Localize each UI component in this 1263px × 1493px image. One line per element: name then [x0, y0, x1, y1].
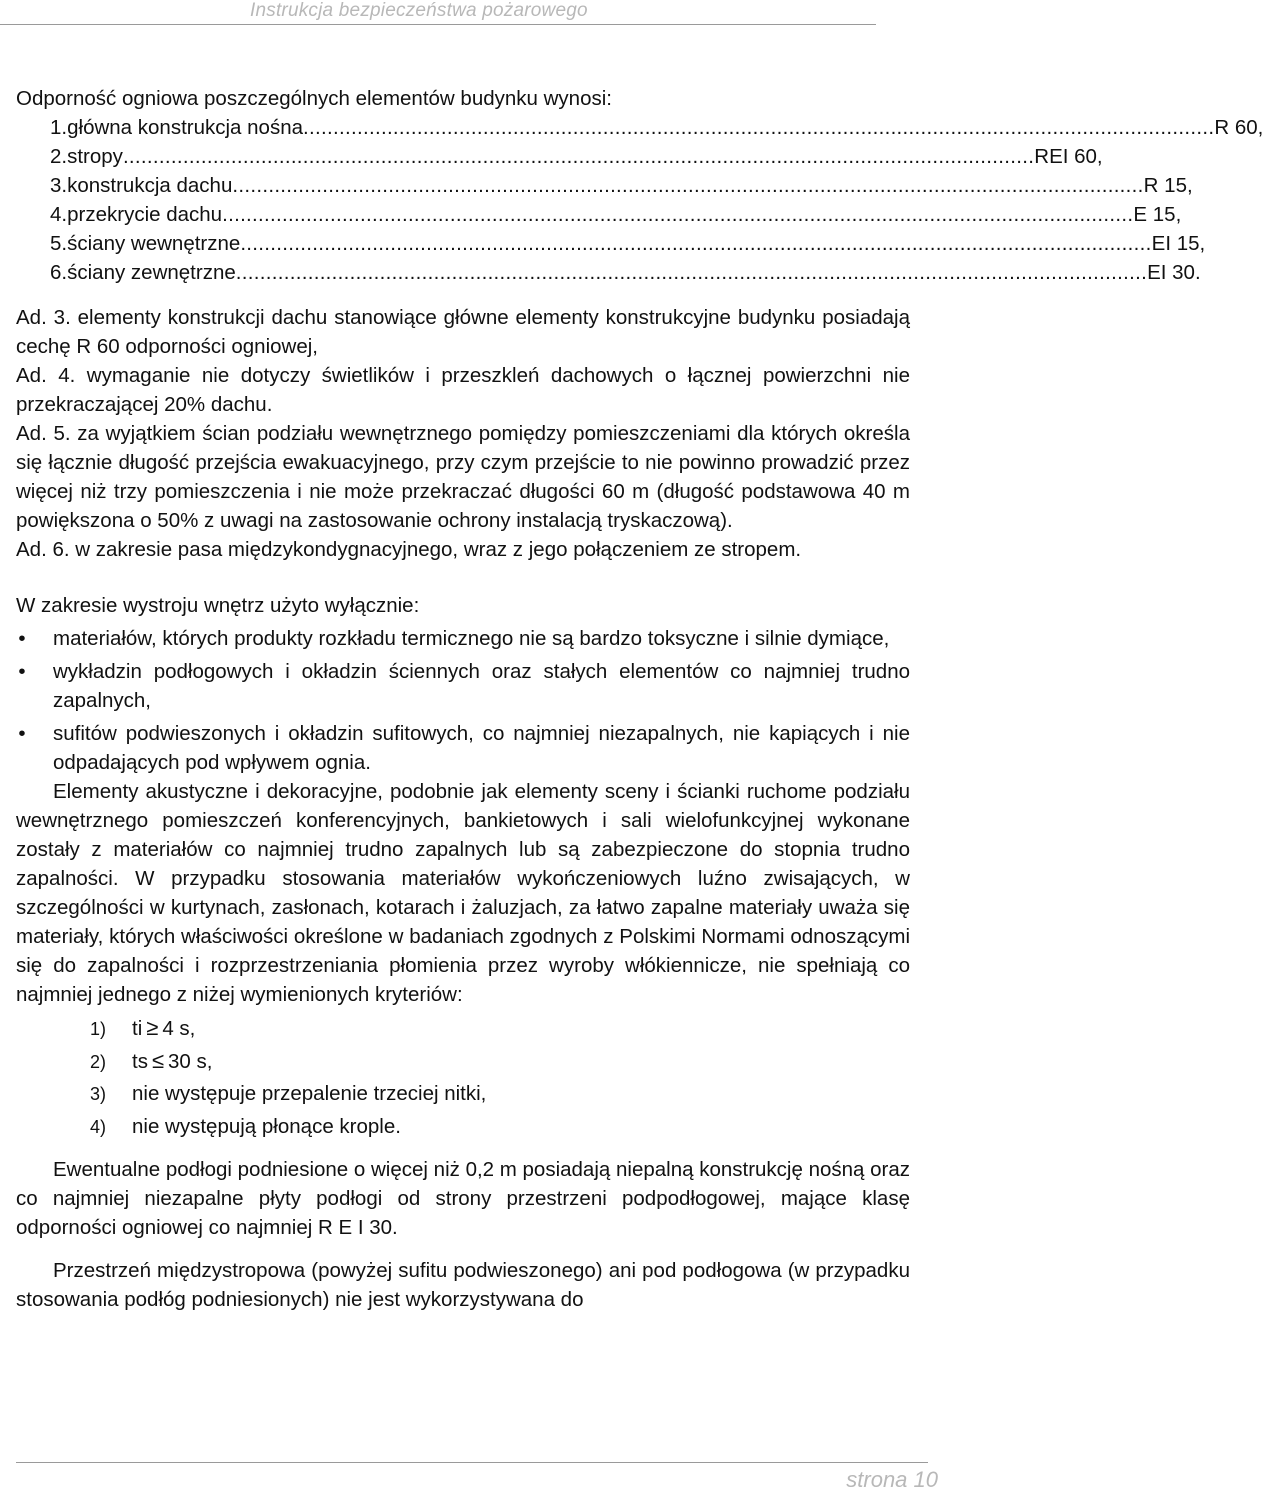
criterion-item: 1) ti ≥ 4 s, — [90, 1015, 196, 1040]
criteria-list — [16, 1013, 910, 1141]
document-body — [16, 84, 1263, 1314]
acoustic-paragraph: Elementy akustyczne i dekoracyjne, podobnie jak elementy sceny i ścianki ruchome podziału wewnętrznego pomieszczeń konferencyjnych, bankietowych i sali wielofunkcyjnej wykonane zostały z materiałów co najmniej trudno zapalnych lub są zabezpieczone do stopnia trudno zapalności. W przypadku stosowania materiałów wykończeniowych luźno zwisających, w szczególności w kurtynach, zasłonach, kotarach i żaluzjach, za łatwo zapalne materiały uważa się materiały, których właściwości określone w badaniach zgodnych z Polskimi Normami odnoszącymi się do zapalności i rozprzestrzeniania płomienia przez wyroby włókiennicze, nie spełniają co najmniej jednego z niżej wymienionych kryteriów: — [16, 780, 910, 1006]
note-ad6: Ad. 6. w zakresie pasa międzykondygnacyjnego, wraz z jego połączeniem ze stropem. — [16, 538, 802, 561]
list-item: • wykładzin podłogowych i okładzin ściennych oraz stałych elementów co najmniej trudno zapalnych, — [16, 657, 910, 715]
bullet-icon: • — [18, 660, 26, 683]
interior-intro: W zakresie wystroju wnętrz użyto wyłącznie: — [16, 594, 420, 617]
page-header — [0, 0, 876, 25]
footer-divider — [16, 1462, 928, 1463]
criterion-item: 4) nie występują płonące krople. — [90, 1115, 401, 1138]
note-ad3: Ad. 3. elementy konstrukcji dachu stanowiące główne elementy konstrukcyjne budynku posiadają cechę R 60 odporności ogniowej, — [16, 306, 910, 358]
resistance-list — [16, 113, 1263, 287]
resistance-item: 4. przekrycie dachu ........................................................................................................................................................ E 15, — [50, 203, 1182, 226]
resistance-item: 6. ściany zewnętrzne ........................................................................................................................................................ EI 30. — [50, 261, 1201, 284]
interfloor-paragraph: Przestrzeń międzystropowa (powyżej sufitu podwieszonego) ani pod podłogowa (w przypadku stosowania podłóg podniesionych) nie jest wykorzystywana do — [16, 1259, 910, 1311]
list-item: • sufitów podwieszonych i okładzin sufitowych, co najmniej niezapalnych, nie kapiących i nie odpadających pod wpływem ognia. — [16, 719, 910, 777]
resistance-intro: Odporność ogniowa poszczególnych elementów budynku wynosi: — [16, 87, 612, 110]
resistance-item: 2. stropy ........................................................................................................................................................ REI 60, — [50, 145, 1103, 168]
header-title: Instrukcja bezpieczeństwa pożarowego — [250, 0, 588, 21]
criterion-item: 2) ts ≤ 30 s, — [90, 1048, 213, 1073]
resistance-item: 3. konstrukcja dachu ........................................................................................................................................................ R 15, — [50, 174, 1193, 197]
resistance-item: 5. ściany wewnętrzne ........................................................................................................................................................ EI 15, — [50, 232, 1206, 255]
list-item: • materiałów, których produkty rozkładu termicznego nie są bardzo toksyczne i silnie dymiące, — [16, 624, 910, 653]
bullet-icon: • — [18, 722, 26, 745]
bullet-icon: • — [18, 627, 26, 650]
greater-equal-icon: ≥ — [146, 1015, 159, 1040]
floors-paragraph: Ewentualne podłogi podniesione o więcej niż 0,2 m posiadają niepalną konstrukcję nośną oraz co najmniej niezapalne płyty podłogi od strony przestrzeni podpodłogowej, mające klasę odporności ogniowej co najmniej R E I 30. — [16, 1158, 911, 1239]
interior-bullets — [16, 624, 910, 777]
resistance-item: 1. główna konstrukcja nośna ........................................................................................................................................................ R 60, — [50, 116, 1263, 139]
page-number: strona 10 — [846, 1467, 938, 1492]
criterion-item: 3) nie występuje przepalenie trzeciej nitki, — [90, 1082, 487, 1105]
note-ad4: Ad. 4. wymaganie nie dotyczy świetlików i przeszkleń dachowych o łącznej powierzchni nie przekraczającej 20% dachu. — [16, 364, 910, 416]
note-ad5: Ad. 5. za wyjątkiem ścian podziału wewnętrznego pomiędzy pomieszczeniami dla których określa się łącznie długość przejścia ewakuacyjnego, przy czym przejście to nie powinno prowadzić przez więcej niż trzy pomieszczenia i nie może przekraczać długości 60 m (długość podstawowa 40 m powiększona o 50% z uwagi na zastosowanie ochrony instalacją tryskaczową). — [16, 422, 910, 532]
less-equal-icon: ≤ — [151, 1048, 165, 1073]
